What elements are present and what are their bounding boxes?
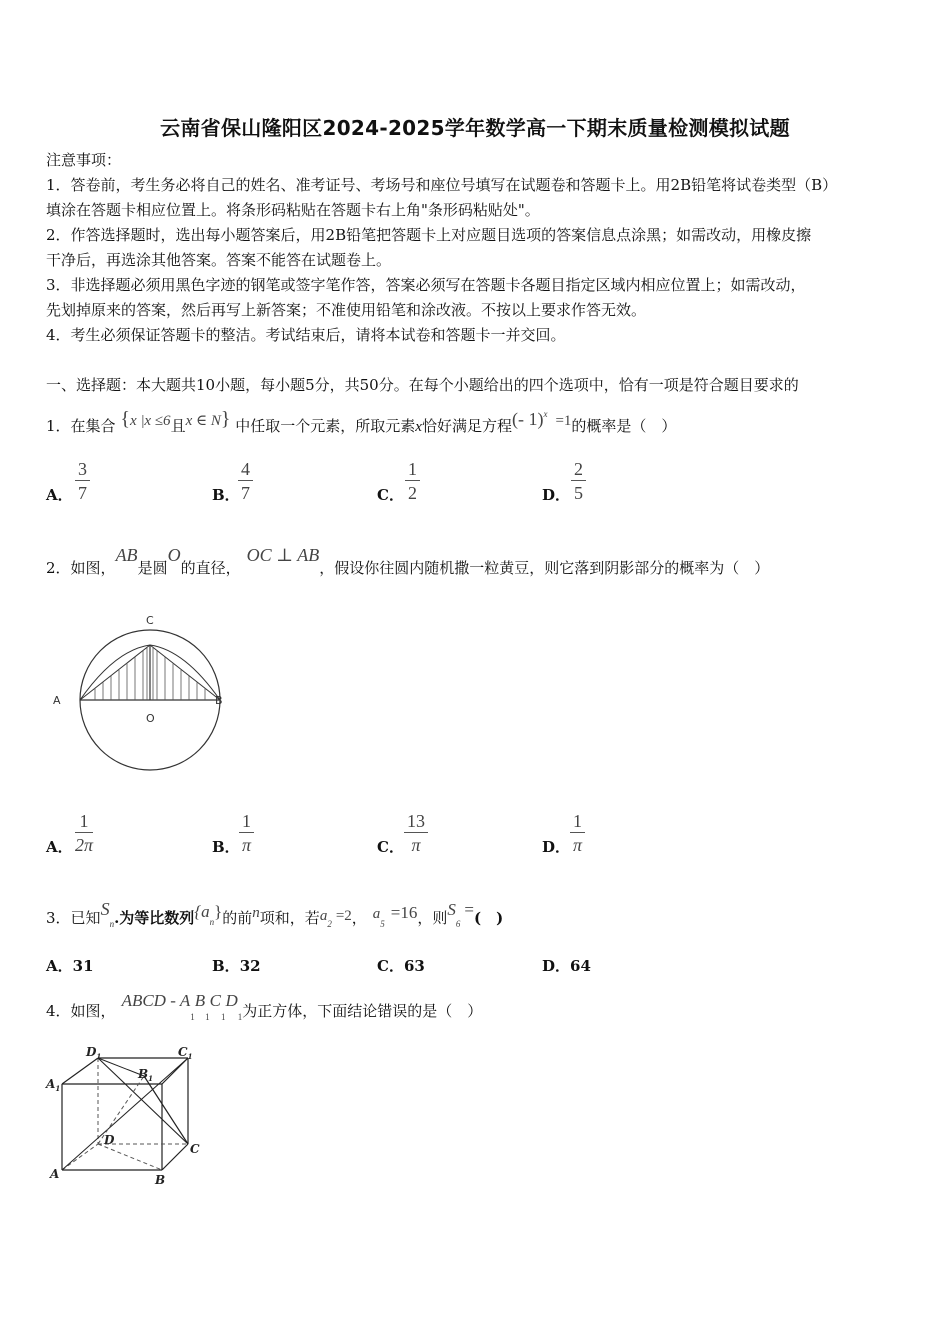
label-b: B bbox=[215, 694, 223, 707]
label-d1: $D_1$ bbox=[86, 1045, 102, 1061]
question-number: 2． bbox=[46, 559, 71, 577]
notice-line: 1．答卷前，考生务必将自己的姓名、准考证号、考场号和座位号填写在试题卷和答题卡上。用2B铅笔将试卷类型（B） bbox=[46, 176, 838, 194]
q2-option-c-label[interactable]: C． bbox=[377, 838, 404, 856]
page-title: 云南省保山隆阳区2024-2025学年数学高一下期末质量检测模拟试题 bbox=[160, 116, 790, 140]
q1-option-c-value[interactable]: $\frac{1}{2}$ bbox=[405, 458, 420, 505]
q2-stem: 2．如图，AB是圆O的直径，OC ⊥ AB，假设你往圆内随机撒一粒黄豆，则它落到阴影部分的概率为（ ） bbox=[46, 545, 770, 577]
q2-option-a-value[interactable]: $\frac{1}{2\pi}$ bbox=[75, 811, 94, 855]
q1-option-a-value[interactable]: $\frac{3}{7}$ bbox=[75, 458, 90, 505]
label-o: O bbox=[146, 712, 155, 725]
q2-option-c-value[interactable]: $\frac{13}{\pi}$ bbox=[404, 810, 428, 857]
question-number: 1． bbox=[46, 417, 71, 435]
notice-line: 3．非选择题必须用黑色字迹的钢笔或签字笔作答，答案必须写在答题卡各题目指定区域内相应位置上；如需改动， bbox=[46, 276, 806, 294]
q3-stem: 3．已知$S_n$.为等比数列$\{a_n\}$的前n项和，若$a_2 =2$， $a_5=16$，则$S_6=$( ) bbox=[46, 899, 504, 929]
section-heading: 一、选择题：本大题共10小题，每小题5分，共50分。在每个小题给出的四个选项中，恰有一项是符合题目要求的 bbox=[46, 376, 799, 394]
notice-line: 干净后，再选涂其他答案。答案不能答在试题卷上。 bbox=[46, 251, 392, 269]
label-b: B bbox=[155, 1173, 166, 1187]
q3-option-b[interactable]: B．32 bbox=[212, 957, 261, 975]
question-number: 4． bbox=[46, 1002, 71, 1020]
notice-heading: 注意事项： bbox=[46, 151, 122, 169]
q2-circle-figure bbox=[40, 605, 240, 790]
q4-cube-figure bbox=[40, 1040, 210, 1190]
label-b1: $B_1$ bbox=[138, 1067, 154, 1083]
label-c: C bbox=[146, 614, 154, 627]
q2-option-b-label[interactable]: B． bbox=[212, 838, 240, 856]
q4-stem: 4．如图，ABCD - $A_1B_1C_1D_1$为正方体，下面结论错误的是（ ） bbox=[46, 991, 483, 1022]
q1-option-c-label[interactable]: C． bbox=[377, 486, 404, 504]
label-d: D bbox=[104, 1133, 115, 1147]
notice-line: 填涂在答题卡相应位置上。将条形码粘贴在答题卡右上角"条形码粘贴处"。 bbox=[46, 201, 540, 219]
label-a: A bbox=[53, 694, 61, 707]
q3-option-d[interactable]: D．64 bbox=[542, 957, 591, 975]
q3-option-c[interactable]: C．63 bbox=[377, 957, 425, 975]
notice-line: 先划掉原来的答案，然后再写上新答案；不准使用铅笔和涂改液。不按以上要求作答无效。 bbox=[46, 301, 647, 319]
q2-option-d-value[interactable]: $\frac{1}{\pi}$ bbox=[570, 810, 585, 857]
q1-option-d-label[interactable]: D． bbox=[542, 486, 571, 504]
label-c1: $C_1$ bbox=[178, 1045, 193, 1061]
q2-option-d-label[interactable]: D． bbox=[542, 838, 571, 856]
question-number: 3． bbox=[46, 909, 71, 927]
q1-option-b-label[interactable]: B． bbox=[212, 486, 240, 504]
notice-line: 2．作答选择题时，选出每小题答案后，用2B铅笔把答题卡上对应题目选项的答案信息点涂黑；如需改动，用橡皮擦 bbox=[46, 226, 812, 244]
q2-option-a-label[interactable]: A． bbox=[46, 838, 73, 856]
label-c: C bbox=[190, 1142, 200, 1156]
q1-option-d-value[interactable]: $\frac{2}{5}$ bbox=[571, 458, 586, 505]
notice-line: 4．考生必须保证答题卡的整洁。考试结束后，请将本试卷和答题卡一并交回。 bbox=[46, 326, 566, 344]
q1-option-a-label[interactable]: A． bbox=[46, 486, 73, 504]
label-a1: $A_1$ bbox=[46, 1077, 61, 1093]
q3-option-a[interactable]: A．31 bbox=[46, 957, 94, 975]
label-a: A bbox=[50, 1167, 60, 1181]
q2-option-b-value[interactable]: $\frac{1}{\pi}$ bbox=[239, 810, 254, 857]
q1-stem: 1．在集合 {x |x ≤6且x ∈ N} 中任取一个元素，所取元素x恰好满足方程(- 1)$^x$ =1的概率是（ ） bbox=[46, 408, 677, 435]
q1-option-b-value[interactable]: $\frac{4}{7}$ bbox=[238, 458, 253, 505]
